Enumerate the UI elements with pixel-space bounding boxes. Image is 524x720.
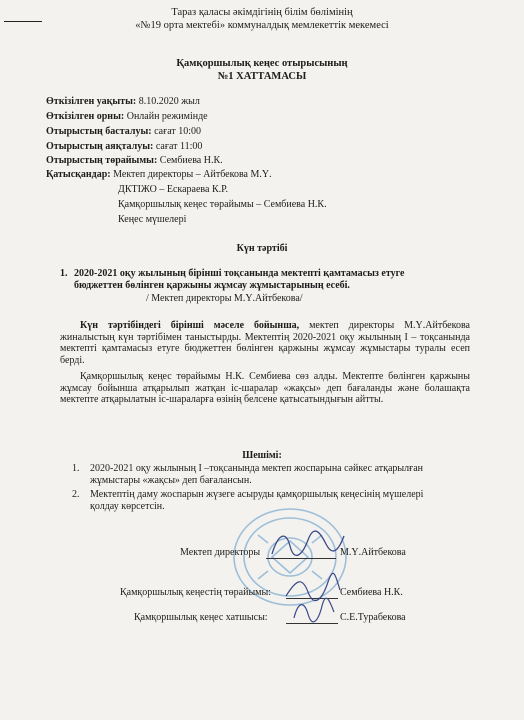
meta-end: Отырыстың аяқталуы: сағат 11:00 bbox=[46, 141, 203, 152]
decision-item-line: 2020-2021 оқу жылының I –тоқсанында мектеп жоспарына сәйкес атқарылған bbox=[90, 463, 424, 474]
meta-start: Отырыстың басталуы: сағат 10:00 bbox=[46, 126, 202, 137]
handwritten-signature-director bbox=[268, 526, 348, 562]
body-paragraph-2: Қамқоршылық кеңес төрайымы Н.К. Сембиева сөз алды. Мектепте бөлінген қаржыны жұмсау бойынша атқарылып жатқан іс-шаралар «жақсы» деп бағаланды және болашақта мектепте атқарылатын іс-шараларға өзінің белсене қатысатындығын айтты. bbox=[60, 371, 470, 405]
agenda-item-number: 1. bbox=[60, 268, 68, 279]
meta-place: Өткізілген орны: Онлайн режимінде bbox=[46, 111, 208, 122]
signature-role-secretary: Қамқоршылық кеңес хатшысы: bbox=[134, 612, 268, 623]
title-line-2: №1 ХАТТАМАСЫ bbox=[217, 71, 307, 82]
header-line-2: «№19 орта мектебі» коммуналдық мемлекеттік мекемесі bbox=[135, 20, 389, 31]
agenda-item-line-2: бюджеттен бөлінген қаржыны жұмсау жұмыстарының есебі. bbox=[74, 280, 350, 291]
agenda-speaker: / Мектеп директоры М.Ү.Айтбекова/ bbox=[146, 293, 303, 304]
decision-heading: Шешімі: bbox=[242, 450, 282, 461]
title-line-1: Қамқоршылық кеңес отырысының bbox=[176, 58, 348, 69]
participant-line: ДКТІЖО – Ескараева К.Р. bbox=[118, 184, 228, 195]
decision-item-number: 1. bbox=[72, 463, 80, 474]
signature-name-chair: Сембиева Н.К. bbox=[340, 587, 403, 598]
decision-item-line: жұмыстары «жақсы» деп бағалансын. bbox=[90, 475, 252, 486]
participant-line: Кеңес мүшелері bbox=[118, 214, 187, 225]
signature-role-director: Мектеп директоры bbox=[180, 547, 261, 558]
handwritten-signature-secretary bbox=[290, 596, 338, 626]
decision-item-number: 2. bbox=[72, 489, 80, 500]
signature-name-director: М.Ү.Айтбекова bbox=[340, 547, 406, 558]
body-paragraph-1: Күн тәртібіндегі бірінші мәселе бойынша, мектеп директоры М.Ү.Айтбекова жиналыстың күн тәртібімен таныстырды. Мектептің 2020-2021 оқу жылының I – тоқсанында мектепті қамтамасыз етуге бюджеттен бөлінген қаржыны жұмсау жұмыстары туралы есеп берді. bbox=[60, 320, 470, 366]
meta-participants: Қатысқандар: Мектеп директоры – Айтбекова М.Ү. bbox=[46, 169, 272, 180]
decision-item-line: Мектептің даму жоспарын жүзеге асыруды қамқоршылық кеңесінің мүшелері bbox=[90, 489, 424, 500]
agenda-heading: Күн тәртібі bbox=[236, 243, 288, 254]
meta-chair: Отырыстың төрайымы: Сембиева Н.К. bbox=[46, 155, 223, 166]
meta-date: Өткізілген уақыты: 8.10.2020 жыл bbox=[46, 96, 200, 107]
participant-line: Қамқоршылық кеңес төрайымы – Сембиева Н.К. bbox=[118, 199, 327, 210]
decision-item-line: қолдау көрсетсін. bbox=[90, 501, 165, 512]
header-line-1: Тараз қаласы әкімдігінің білім бөлімінің bbox=[171, 7, 353, 18]
signature-name-secretary: С.Е.Турабекова bbox=[340, 612, 406, 623]
signature-role-chair: Қамқоршылық кеңестің төрайымы: bbox=[120, 587, 272, 598]
agenda-item-line-1: 2020-2021 оқу жылының бірінші тоқсанында мектепті қамтамасыз етуге bbox=[74, 268, 405, 279]
